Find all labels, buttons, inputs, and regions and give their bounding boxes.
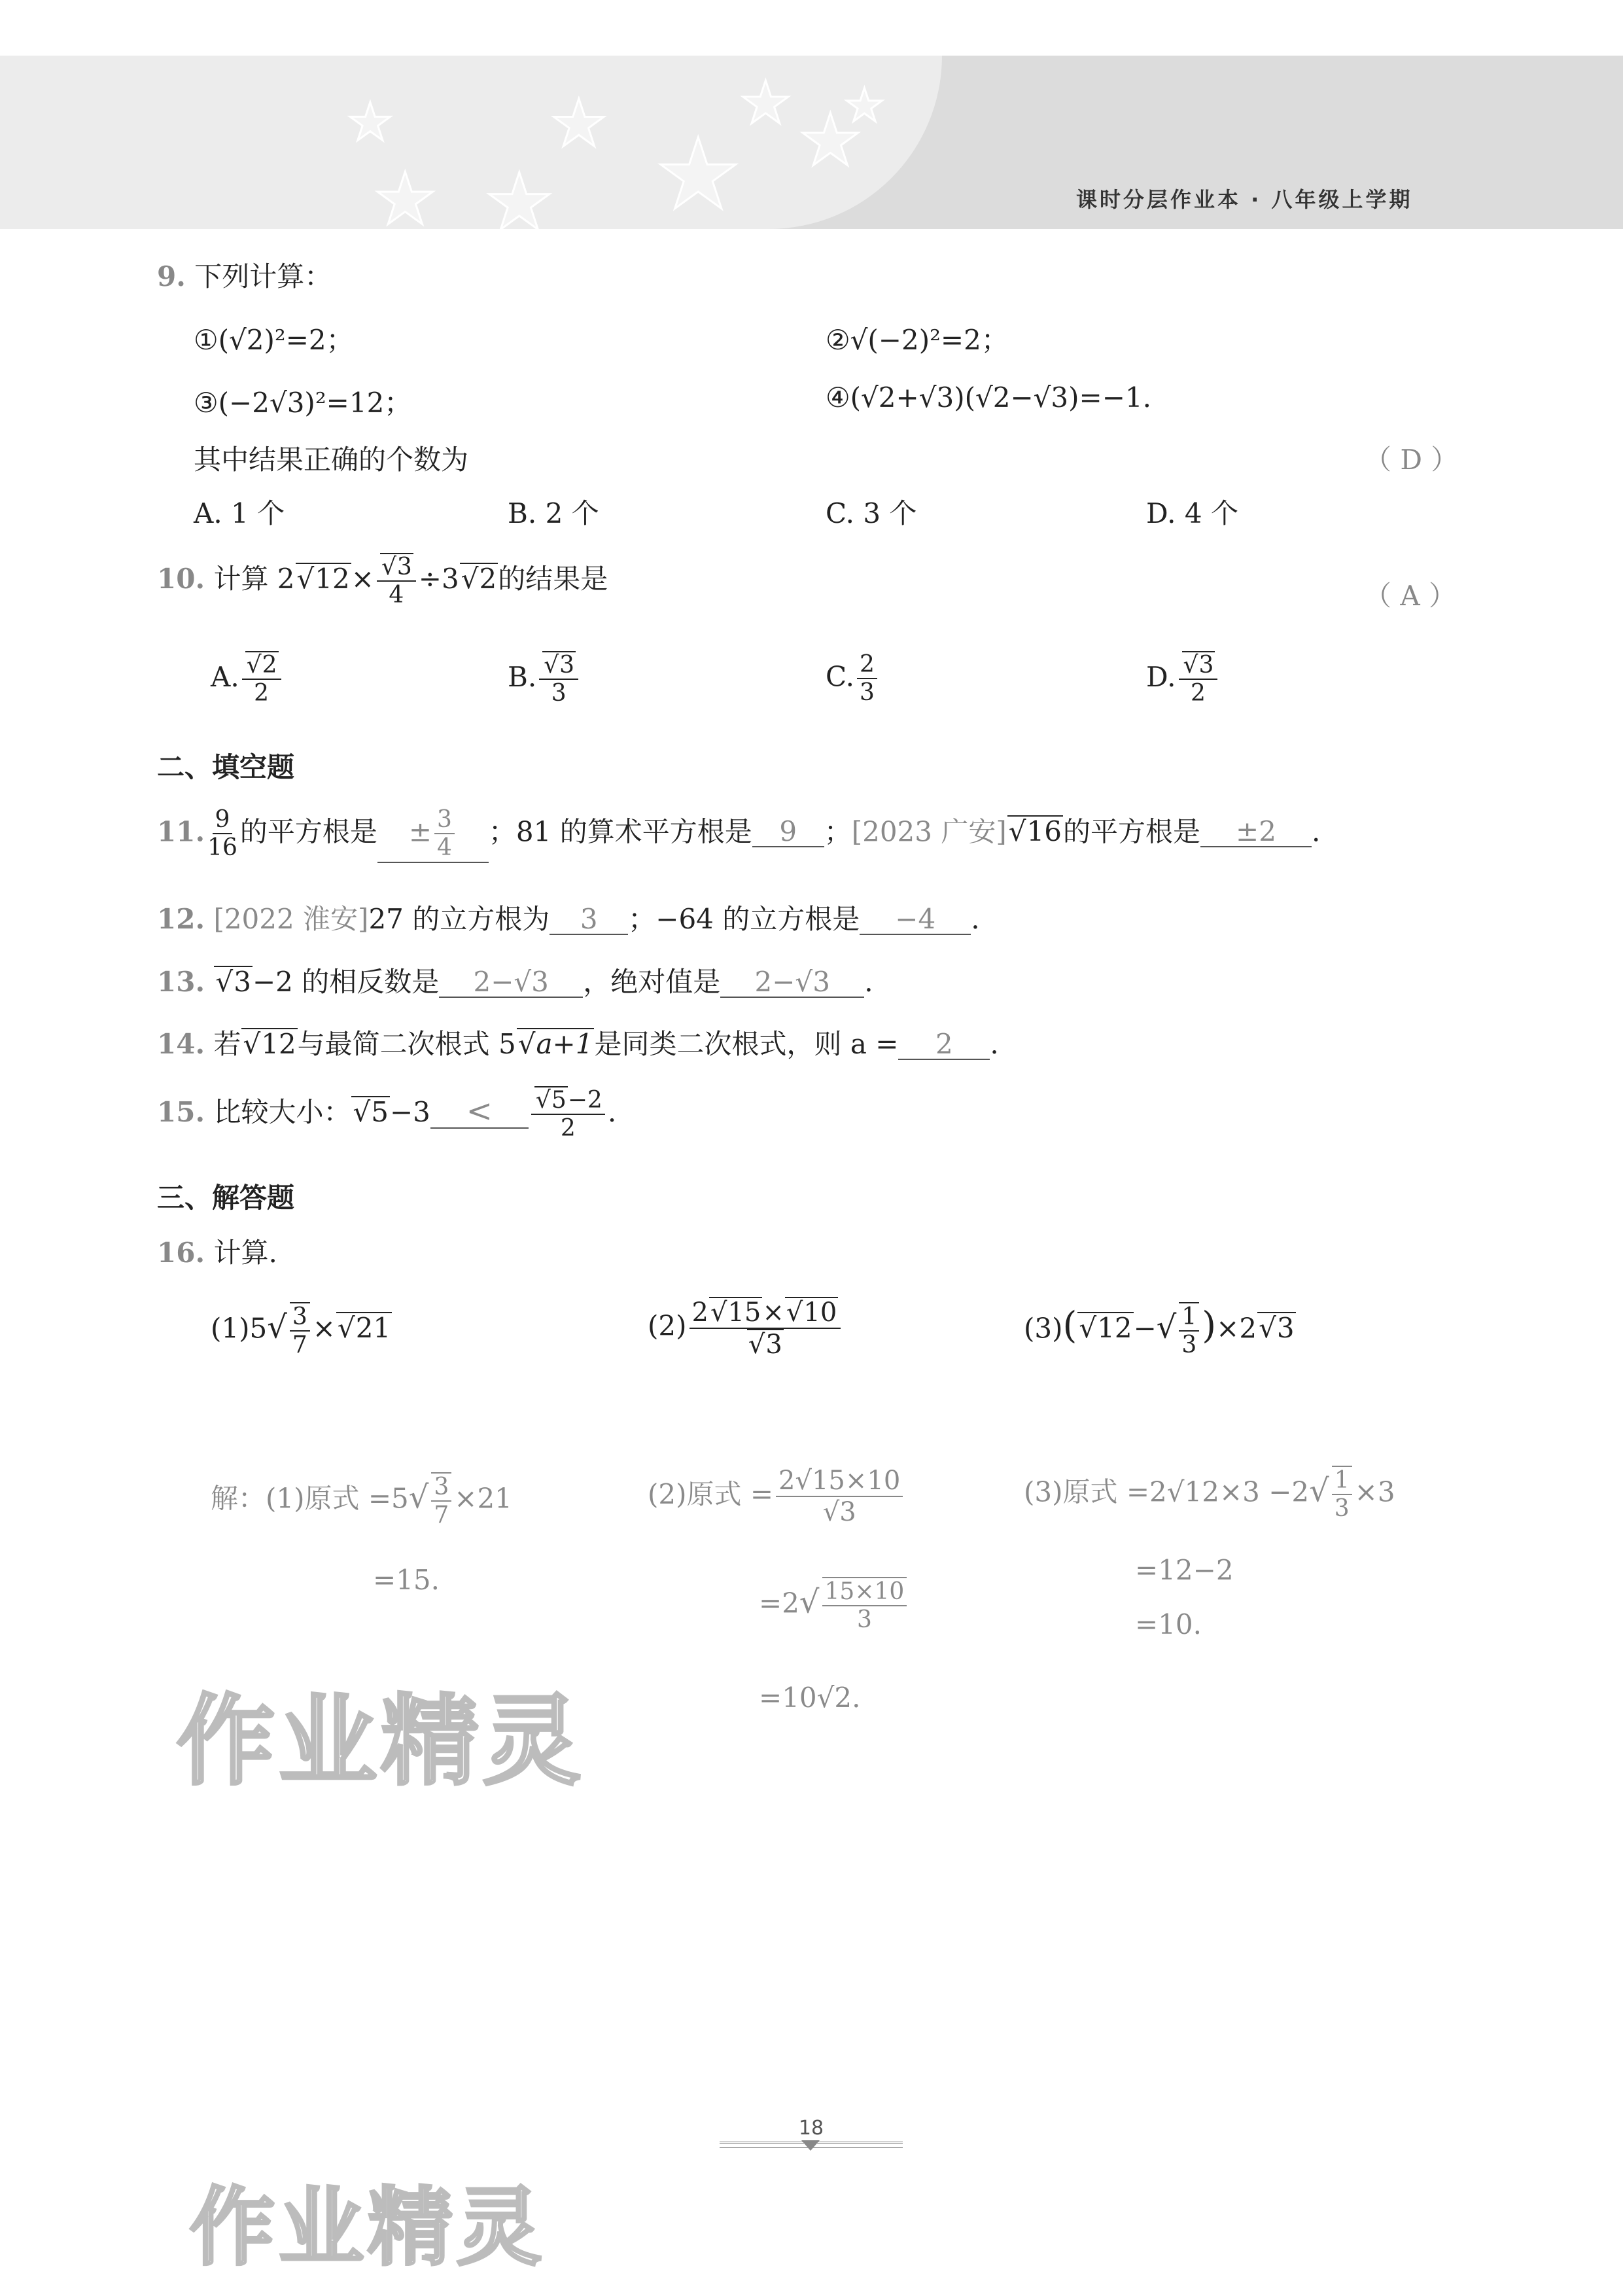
q12-answer-2: −4 (860, 905, 971, 935)
section-solve: 三、解答题 (157, 1182, 295, 1214)
question-13: 13. √ 3−2 的相反数是 2−√3 ，绝对值是 2−√3 . (157, 961, 873, 1000)
star-icon: ★ (550, 85, 608, 162)
q9-item-3: ③(−2√3)²=12； (194, 387, 412, 419)
question-16: 16. 计算. (157, 1237, 277, 1269)
solution-1: 解：(1)原式 =5√ $\frac{3}{7}$ ×21 (211, 1474, 512, 1529)
q10-option-d: D. √ $\frac{3}{2}$ (1146, 651, 1220, 707)
q16-part-2: (2) 2√ 15×√ 10 √ 3 (648, 1297, 843, 1359)
q10-option-c: C. $\frac{2}{3}$ (826, 651, 880, 707)
solution-2-result: =10√2. (759, 1682, 861, 1714)
watermark-logo: 作业精灵 (177, 1685, 585, 1799)
q9-item-1: ①(√2)²=2； (194, 324, 354, 356)
star-icon: ★ (373, 157, 438, 241)
question-14: 14. 若√ 12与最简二次根式 5√ a+1是同类二次根式，则 a = 2 . (157, 1023, 999, 1062)
q9-item-4: ④(√2+√3)(√2−√3)=−1. (826, 381, 1151, 414)
q9-answer: （ D ） (1364, 444, 1459, 476)
q10-answer: （ A ） (1364, 580, 1457, 612)
page-number: 18 (798, 2117, 824, 2140)
question-15: 15. 比较大小：√ 5−3 < √ $\frac{5-2}{2}$ . (157, 1086, 616, 1142)
star-icon: ★ (484, 157, 555, 248)
solution-3: (3)原式 =2√12×3 −2√ $\frac{1}{3}$ ×3 (1024, 1467, 1395, 1523)
q10-option-a: A. √ $\frac{2}{2}$ (211, 651, 284, 707)
q10-option-b: B. √ $\frac{3}{3}$ (508, 651, 581, 707)
q9-option-c: C. 3 个 (826, 497, 917, 529)
q13-answer-2: 2−√3 (720, 968, 864, 998)
solution-3-result: =10. (1135, 1608, 1202, 1640)
star-icon: ★ (654, 118, 742, 232)
q15-answer: < (430, 1095, 529, 1129)
solution-2-step: =2√ $\frac{15\times 10}{3}$ (759, 1577, 909, 1634)
watermark-logo-bottom: 作业精灵 (190, 2178, 546, 2277)
star-icon: ★ (347, 92, 394, 152)
q11-answer-1: ± $\frac{3}{4}$ (377, 806, 489, 863)
q9-item-2: ②√(−2)²=2； (826, 324, 1009, 356)
book-series-title: 课时分层作业本 · 八年级上学期 (1076, 187, 1413, 212)
q9-option-a: A. 1 个 (194, 497, 285, 529)
q9-option-b: B. 2 个 (508, 497, 599, 529)
q9-prompt: 其中结果正确的个数为 (194, 444, 469, 476)
q9-option-d: D. 4 个 (1146, 497, 1238, 529)
q11-answer-3: ±2 (1200, 817, 1312, 847)
q16-part-3: (3)(√ 12−√ $\frac{1}{3}$ )×2√ 3 (1024, 1302, 1296, 1359)
star-icon: ★ (844, 79, 885, 132)
solution-2: (2)原式 = $\frac{2√15\times 10}{√3}$ (648, 1466, 905, 1527)
question-11: 11. $\frac{9}{16}$ 的平方根是 ± $\frac{3}{4}$ ；81 的算术平方根是 9 ；[2023 广安]√ 16的平方根是 ±2 . (157, 806, 1320, 863)
star-icon: ★ (798, 98, 863, 182)
q11-answer-2: 9 (752, 817, 824, 847)
page-number-ornament (720, 2117, 903, 2156)
solution-3-step: =12−2 (1135, 1554, 1234, 1586)
q16-part-1: (1)5√ $\frac{3}{7}$ ×√ 21 (211, 1302, 392, 1359)
solution-1-result: =15. (373, 1564, 440, 1596)
q13-answer-1: 2−√3 (439, 968, 583, 998)
question-9: 9. 下列计算： (157, 260, 332, 292)
q14-answer: 2 (898, 1030, 990, 1060)
question-12: 12. [2022 淮安]27 的立方根为 3 ；−64 的立方根是 −4 . (157, 903, 980, 935)
chevron-down-icon (801, 2140, 820, 2151)
section-fill-in: 二、填空题 (157, 751, 295, 783)
star-icon: ★ (739, 69, 792, 137)
question-10: 10. 计算 2√ 12× √ $\frac{3}{4}$ ÷3√ 2的结果是 (157, 553, 608, 609)
q12-answer-1: 3 (550, 905, 628, 935)
